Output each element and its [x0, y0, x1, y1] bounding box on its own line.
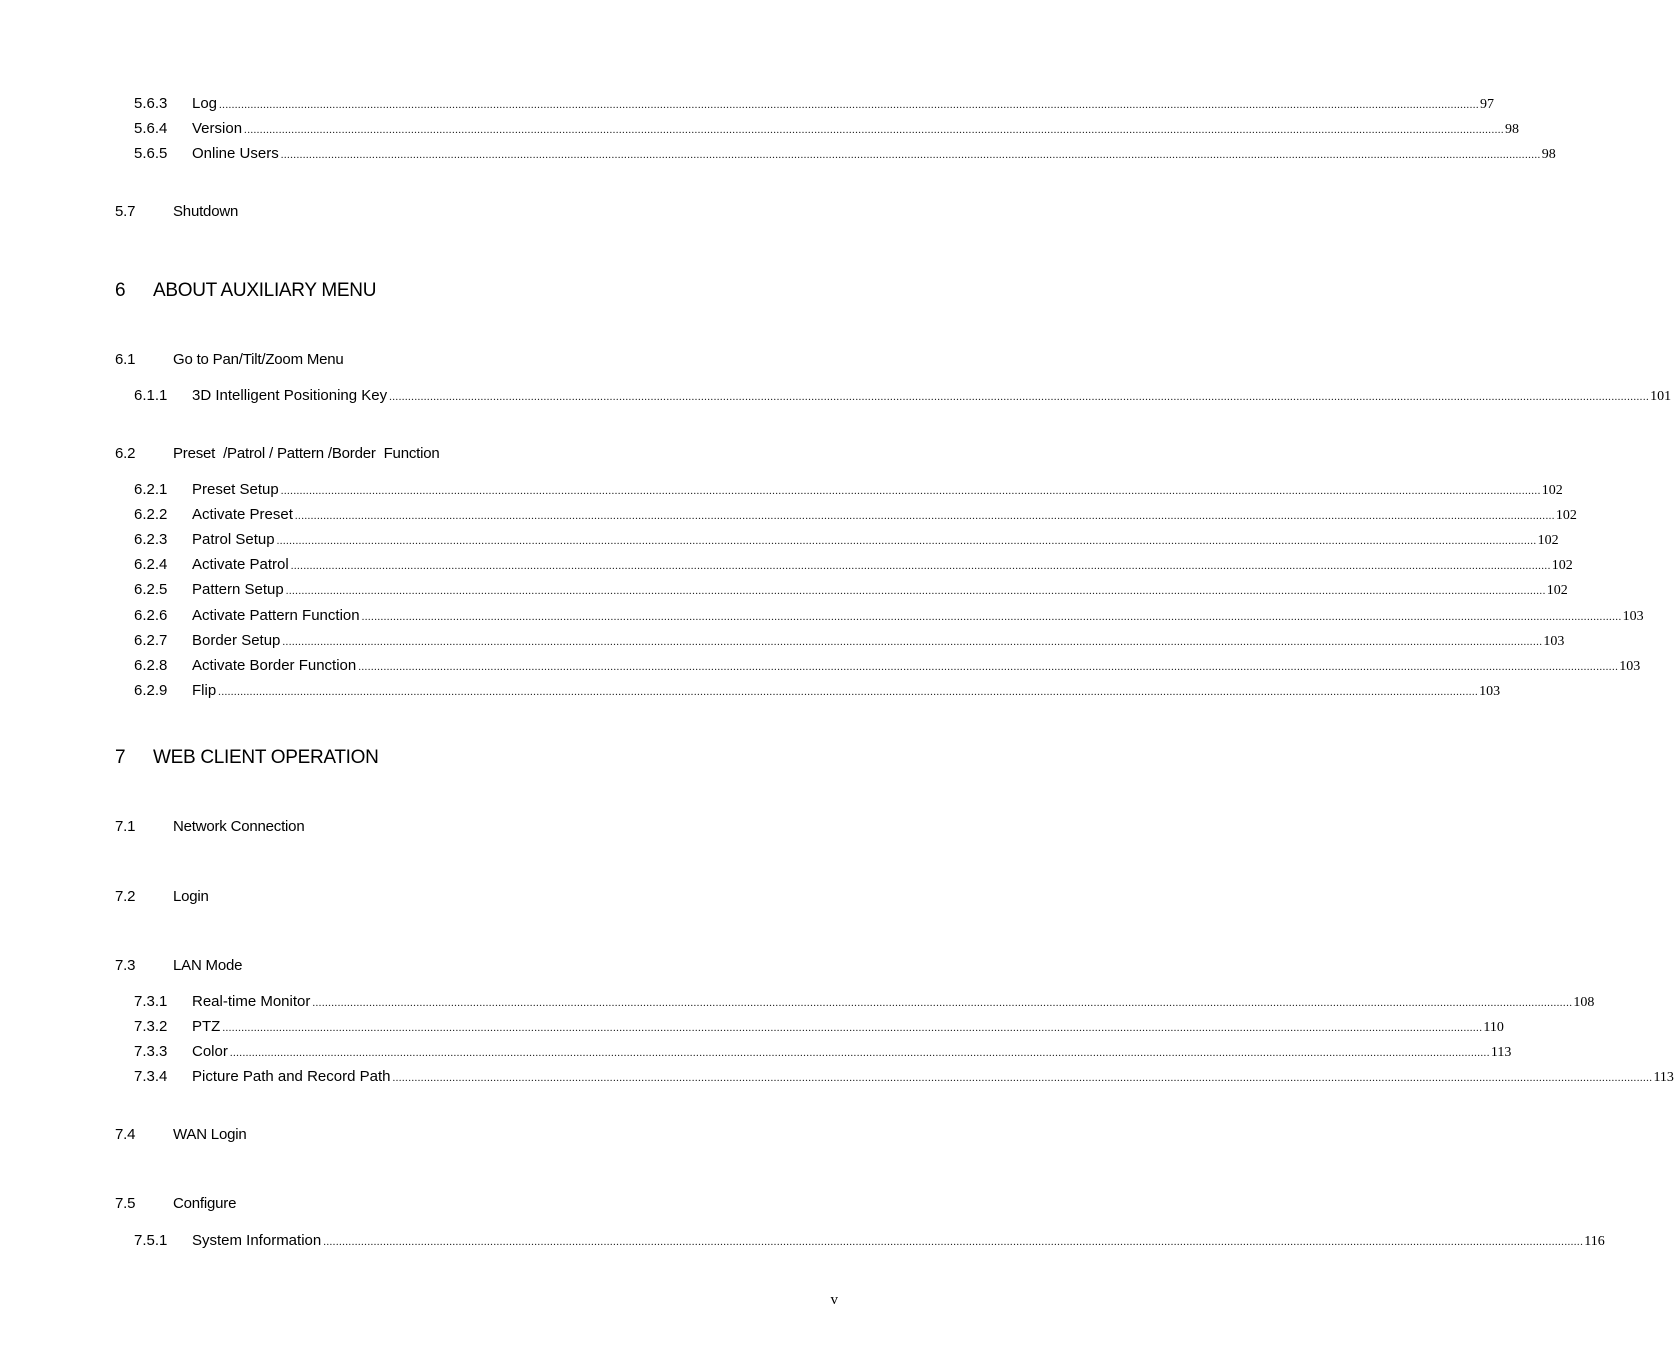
- toc-entry-title: Color: [192, 1043, 228, 1060]
- toc-chapter-heading[interactable]: [115, 278, 376, 304]
- toc-section-title: LAN Mode: [173, 957, 243, 974]
- toc-entry-page: 113: [1653, 1070, 1674, 1085]
- toc-entry-page: 103: [1622, 609, 1644, 624]
- toc-section-number: 7.2: [115, 888, 136, 905]
- toc-entry-number: 7.3.4: [134, 1068, 168, 1085]
- toc-entry-title: Border Setup: [192, 632, 281, 649]
- toc-section-title: Login: [173, 888, 209, 905]
- toc-entry-page: 98: [1541, 147, 1556, 162]
- toc-leader-dots: ................................................................................................................................................................................................................................................................................................................................................................................................................: [312, 997, 1573, 1009]
- toc-entry-page: 116: [1584, 1234, 1605, 1249]
- toc-leader-dots: ................................................................................................................................................................................................................................................................................................................................................................................................................: [282, 636, 1543, 648]
- toc-leader-dots: ................................................................................................................................................................................................................................................................................................................................................................................................................: [280, 485, 1541, 497]
- toc-entry-number: 7.5.1: [134, 1232, 168, 1249]
- toc-leader-dots: ................................................................................................................................................................................................................................................................................................................................................................................................................: [361, 611, 1622, 623]
- toc-section-heading[interactable]: [115, 1193, 236, 1215]
- toc-leader-dots: ................................................................................................................................................................................................................................................................................................................................................................................................................: [229, 1047, 1490, 1059]
- toc-entry-title: Activate Border Function: [192, 657, 357, 674]
- toc-entry[interactable]: [134, 386, 1672, 406]
- toc-leader-dots: ................................................................................................................................................................................................................................................................................................................................................................................................................: [285, 585, 1546, 597]
- toc-leader-dots: ................................................................................................................................................................................................................................................................................................................................................................................................................: [280, 149, 1541, 161]
- toc-section-heading[interactable]: [115, 816, 304, 838]
- toc-section-heading[interactable]: [115, 201, 238, 223]
- toc-section-number: 7.5: [115, 1195, 136, 1212]
- toc-leader-dots: ................................................................................................................................................................................................................................................................................................................................................................................................................: [358, 661, 1619, 673]
- page-number: v: [830, 1292, 838, 1308]
- toc-entry[interactable]: [134, 480, 1563, 500]
- toc-entry[interactable]: [134, 1067, 1674, 1087]
- toc-section-number: 7.1: [115, 818, 136, 835]
- toc-entry-page: 102: [1537, 533, 1559, 548]
- toc-entry-page: 102: [1555, 508, 1577, 523]
- toc-entry-page: 110: [1483, 1020, 1504, 1035]
- toc-chapter-heading[interactable]: [115, 745, 379, 771]
- toc-entry-number: 6.2.4: [134, 556, 168, 573]
- toc-entry-number: 6.2.3: [134, 531, 168, 548]
- toc-entry-number: 7.3.2: [134, 1018, 168, 1035]
- toc-entry-title: System Information: [192, 1232, 322, 1249]
- toc-leader-dots: ................................................................................................................................................................................................................................................................................................................................................................................................................: [323, 1236, 1584, 1248]
- toc-entry[interactable]: [134, 1042, 1512, 1062]
- toc-entry-number: 5.6.4: [134, 120, 168, 137]
- toc-entry[interactable]: [134, 656, 1641, 676]
- toc-entry[interactable]: [134, 681, 1501, 701]
- toc-entry[interactable]: [134, 144, 1556, 164]
- toc-leader-dots: ................................................................................................................................................................................................................................................................................................................................................................................................................: [218, 686, 1479, 698]
- toc-chapter-title: WEB CLIENT OPERATION: [153, 747, 379, 768]
- toc-entry-title: Patrol Setup: [192, 531, 275, 548]
- toc-entry[interactable]: [134, 505, 1577, 525]
- toc-section-number: 6.1: [115, 351, 136, 368]
- toc-entry-number: 6.2.7: [134, 632, 168, 649]
- toc-entry[interactable]: [134, 119, 1520, 139]
- toc-leader-dots: ................................................................................................................................................................................................................................................................................................................................................................................................................: [219, 99, 1480, 111]
- toc-entry[interactable]: [134, 1231, 1605, 1251]
- toc-entry-page: 113: [1490, 1045, 1512, 1060]
- toc-entry-page: 102: [1546, 583, 1568, 598]
- toc-entry-number: 6.2.1: [134, 481, 168, 498]
- toc-entry-title: Pattern Setup: [192, 581, 284, 598]
- toc-section-number: 6.2: [115, 445, 136, 462]
- toc-entry-title: PTZ: [192, 1018, 221, 1035]
- toc-entry[interactable]: [134, 580, 1568, 600]
- toc-entry-number: 5.6.5: [134, 145, 168, 162]
- toc-entry[interactable]: [134, 555, 1573, 575]
- toc-leader-dots: ................................................................................................................................................................................................................................................................................................................................................................................................................: [294, 510, 1555, 522]
- toc-entry-title: Online Users: [192, 145, 279, 162]
- toc-section-title: Shutdown: [173, 203, 239, 220]
- toc-section-heading[interactable]: [115, 1124, 247, 1146]
- toc-leader-dots: ................................................................................................................................................................................................................................................................................................................................................................................................................: [244, 124, 1505, 136]
- toc-entry-title: Activate Patrol: [192, 556, 289, 573]
- toc-entry-number: 6.2.2: [134, 506, 168, 523]
- toc-entry-title: 3D Intelligent Positioning Key: [192, 387, 388, 404]
- toc-entry[interactable]: [134, 94, 1495, 114]
- toc-section-title: WAN Login: [173, 1126, 247, 1143]
- toc-entry-page: 103: [1479, 684, 1501, 699]
- toc-entry-page: 97: [1480, 97, 1495, 112]
- toc-entry-title: Preset Setup: [192, 481, 279, 498]
- toc-leader-dots: ................................................................................................................................................................................................................................................................................................................................................................................................................: [222, 1022, 1483, 1034]
- toc-section-title: Network Connection: [173, 818, 305, 835]
- toc-leader-dots: ................................................................................................................................................................................................................................................................................................................................................................................................................: [276, 535, 1537, 547]
- toc-entry[interactable]: [134, 631, 1565, 651]
- toc-entry-page: 108: [1573, 995, 1595, 1010]
- toc-leader-dots: ................................................................................................................................................................................................................................................................................................................................................................................................................: [290, 560, 1551, 572]
- toc-entry[interactable]: [134, 1017, 1504, 1037]
- toc-entry[interactable]: [134, 530, 1559, 550]
- toc-entry-number: 6.2.9: [134, 682, 168, 699]
- toc-section-heading[interactable]: [115, 443, 440, 465]
- toc-chapter-number: 6: [115, 280, 126, 301]
- toc-section-heading[interactable]: [115, 886, 209, 908]
- toc-entry-page: 103: [1619, 659, 1641, 674]
- toc-entry-title: Activate Preset: [192, 506, 293, 523]
- toc-entry-title: Flip: [192, 682, 217, 699]
- toc-entry-number: 6.1.1: [134, 387, 168, 404]
- toc-section-title: Configure: [173, 1195, 237, 1212]
- toc-entry-title: Log: [192, 95, 218, 112]
- toc-entry-number: 5.6.3: [134, 95, 168, 112]
- toc-entry-number: 6.2.8: [134, 657, 168, 674]
- toc-entry-number: 6.2.5: [134, 581, 168, 598]
- toc-entry-number: 7.3.3: [134, 1043, 168, 1060]
- toc-section-heading[interactable]: [115, 349, 344, 371]
- toc-section-number: 5.7: [115, 203, 136, 220]
- toc-entry-title: Activate Pattern Function: [192, 607, 360, 624]
- toc-section-title: Go to Pan/Tilt/Zoom Menu: [173, 351, 344, 368]
- toc-section-number: 7.3: [115, 957, 136, 974]
- toc-section-heading[interactable]: [115, 955, 242, 977]
- toc-entry-title: Real-time Monitor: [192, 993, 311, 1010]
- toc-chapter-title: ABOUT AUXILIARY MENU: [153, 280, 377, 301]
- toc-entry-page: 102: [1541, 483, 1563, 498]
- toc-section-title: Preset /Patrol / Pattern /Border Function: [173, 445, 440, 462]
- toc-leader-dots: ................................................................................................................................................................................................................................................................................................................................................................................................................: [392, 1072, 1653, 1084]
- toc-entry-number: 7.3.1: [134, 993, 168, 1010]
- toc-section-number: 7.4: [115, 1126, 136, 1143]
- toc-entry[interactable]: [134, 606, 1644, 626]
- toc-entry-page: 101: [1650, 389, 1672, 404]
- toc-entry-page: 103: [1543, 634, 1565, 649]
- toc-entry-number: 6.2.6: [134, 607, 168, 624]
- toc-leader-dots: ................................................................................................................................................................................................................................................................................................................................................................................................................: [389, 391, 1650, 403]
- toc-entry-page: 102: [1551, 558, 1573, 573]
- toc-entry-title: Version: [192, 120, 243, 137]
- toc-chapter-number: 7: [115, 747, 126, 768]
- toc-entry-page: 98: [1505, 122, 1520, 137]
- toc-entry[interactable]: [134, 992, 1595, 1012]
- toc-entry-title: Picture Path and Record Path: [192, 1068, 391, 1085]
